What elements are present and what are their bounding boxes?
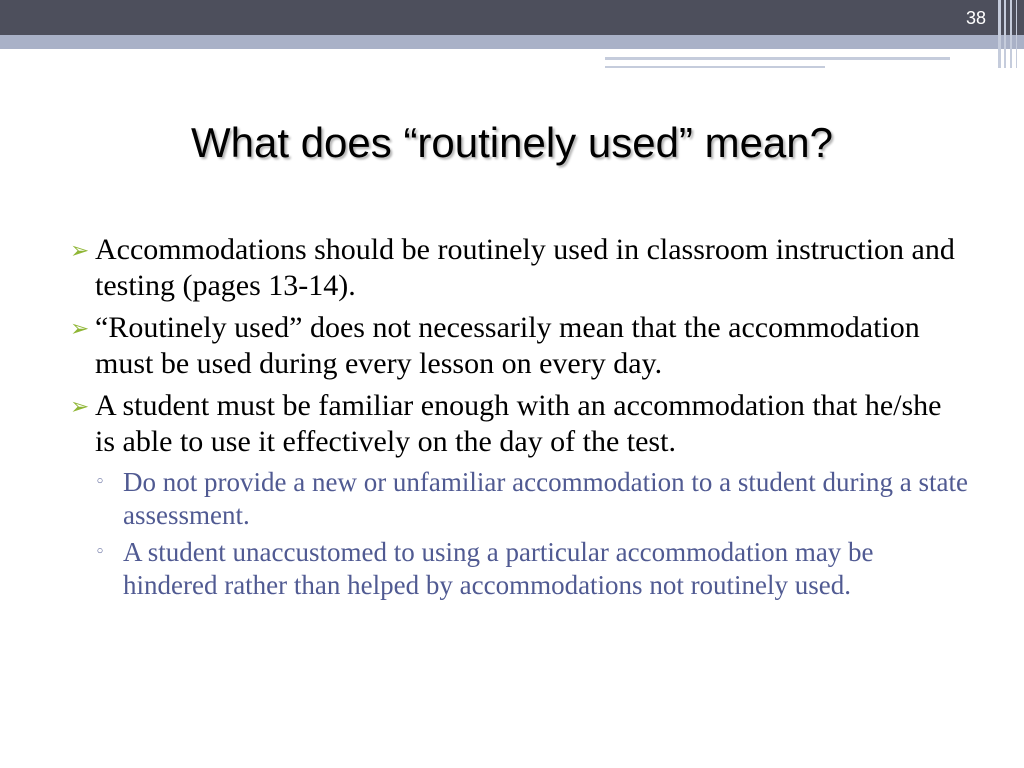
corner-line — [1004, 0, 1006, 68]
circle-bullet-icon: ◦ — [95, 542, 106, 562]
corner-line — [998, 0, 1001, 68]
header-accent-line-lower — [605, 66, 825, 68]
bullet-item — [68, 310, 968, 382]
bullet-text: Accommodations should be routinely used in classroom instruction and testing (pages 13-14). — [95, 233, 955, 302]
arrow-bullet-icon: ➢ — [70, 238, 90, 264]
sub-bullet-item — [68, 466, 968, 532]
sub-bullet-text: A student unaccustomed to using a particular accommodation may be hindered rather than helped by accommodations not routinely used. — [123, 537, 874, 600]
header-band — [0, 0, 1024, 35]
slide-number: 38 — [965, 8, 986, 28]
arrow-bullet-icon: ➢ — [70, 316, 90, 342]
corner-line — [1010, 0, 1012, 68]
circle-bullet-icon: ◦ — [95, 472, 106, 492]
corner-line — [1016, 0, 1017, 68]
header-accent-bar — [0, 35, 1024, 49]
slide-body — [68, 232, 968, 606]
bullet-text: “Routinely used” does not necessarily mean that the accommodation must be used during every lesson on every day. — [95, 311, 920, 380]
header-accent-line — [605, 57, 950, 60]
sub-bullet-item — [68, 536, 968, 602]
bullet-item — [68, 232, 968, 304]
bullet-text: A student must be familiar enough with an accommodation that he/she is able to use it effectively on the day of the test. — [95, 389, 942, 458]
sub-bullet-text: Do not provide a new or unfamiliar accommodation to a student during a state assessment. — [123, 467, 969, 530]
arrow-bullet-icon: ➢ — [70, 394, 90, 420]
slide-title: What does “routinely used” mean? — [191, 119, 833, 166]
bullet-item — [68, 388, 968, 460]
